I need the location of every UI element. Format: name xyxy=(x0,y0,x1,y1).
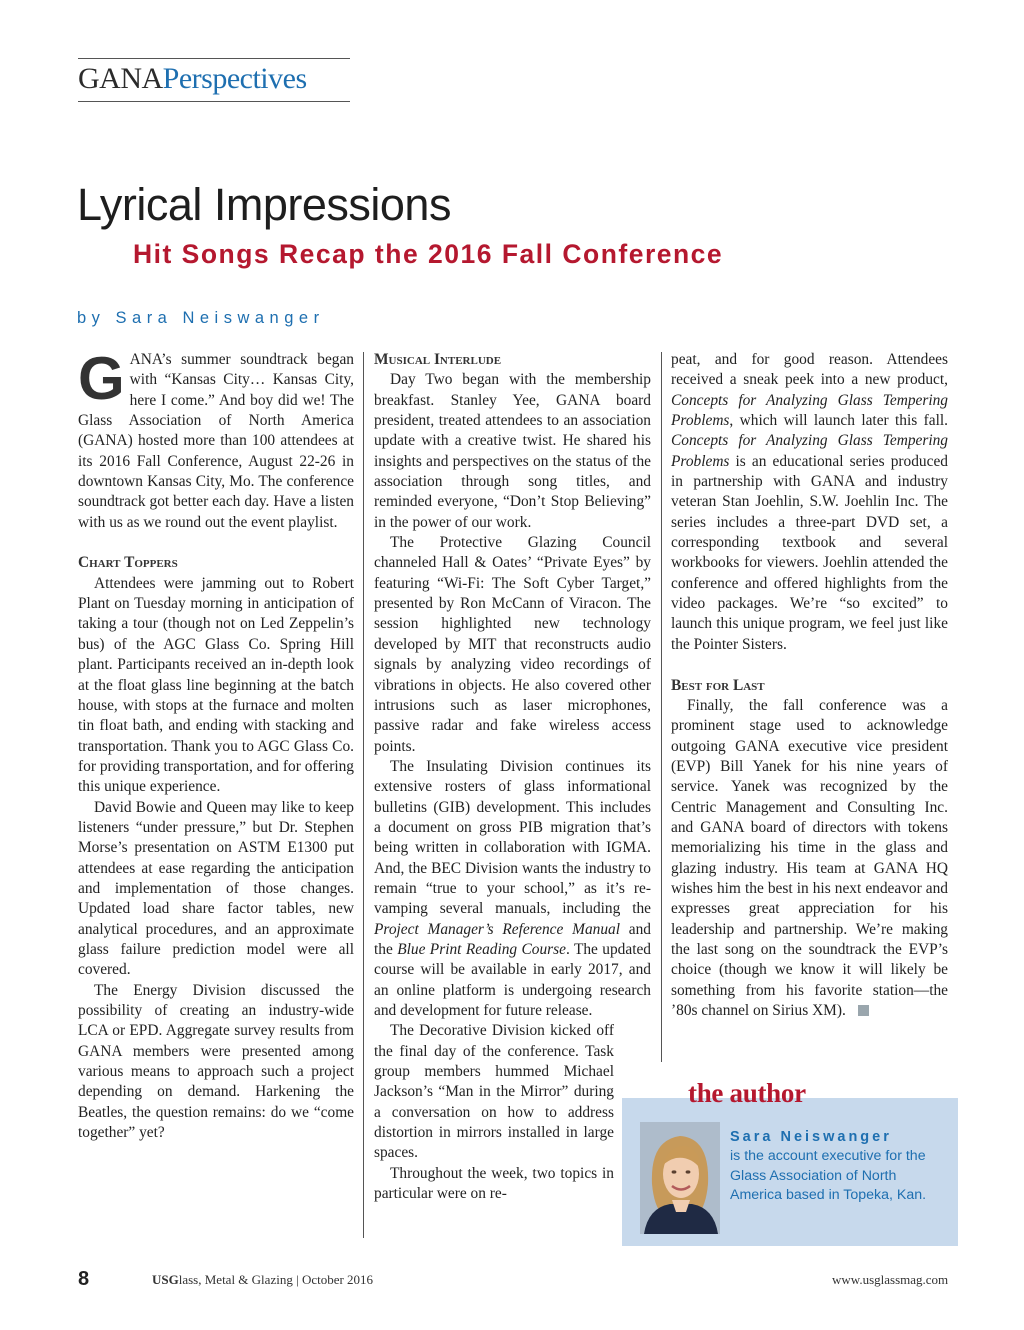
author-name: Sara Neiswanger xyxy=(730,1129,892,1145)
body-paragraph xyxy=(671,350,948,655)
italic-title: Project Manager’s Reference Manual xyxy=(374,920,620,938)
publication-info xyxy=(152,1272,373,1288)
article-column-3 xyxy=(671,350,948,1021)
footer-url: www.usglassmag.com xyxy=(832,1272,949,1287)
masthead-gana: GANA xyxy=(78,62,163,95)
section-heading-chart-toppers: Chart Toppers xyxy=(78,554,178,572)
italic-title: Blue Print Reading Course xyxy=(397,940,566,958)
body-paragraph: The Decorative Division kicked off the final day of the conference. Task group members hummed Michael Jackson’s “Man in the Mirror” during a conversation on how to address distortion in mirrors installed in large spaces. xyxy=(374,1022,614,1162)
page-number: 8 xyxy=(78,1268,90,1290)
body-paragraph: The Protective Glazing Council channeled Hall & Oates’ “Private Eyes” by featuring “Wi-Fi: The Soft Cyber Target,” presented by Ron McCann of Viracon. The session highlighted new technology developed by MIT that reconstructs audio signals by analyzing video recordings of vibrations in objects. He also covered other intrusions such as laser microphones, passive radar and fake wireless access points. xyxy=(374,534,651,755)
text-run: . The updated course will be available in early 2017, and an online platform is undergoing research and development for future release. xyxy=(374,940,651,1019)
section-spacer xyxy=(671,655,948,675)
body-paragraph xyxy=(374,757,651,1021)
publication-name-bold: USG xyxy=(152,1272,179,1287)
article-subtitle: Hit Songs Recap the 2016 Fall Conference xyxy=(133,239,724,269)
italic-title: Concepts for Analyzing Glass Tempering Problems xyxy=(671,391,948,430)
column-divider xyxy=(661,352,662,1062)
drop-cap: G xyxy=(78,345,125,412)
article-column-1 xyxy=(78,345,354,1143)
italic-title: Concepts for Analyzing Glass Tempering Problems xyxy=(671,432,948,470)
body-paragraph: David Bowie and Queen may like to keep listeners “under pressure,” but Dr. Stephen Morse’s presentation on ASTM E1300 put attendees at ease regarding the anticipation and implementation of those changes. Updated load share factor tables, new analytical procedures, and an approximate glass failure prediction model were all covered. xyxy=(78,798,354,979)
intro-paragraph xyxy=(78,345,354,533)
section-heading-musical-interlude: Musical Interlude xyxy=(374,351,502,368)
section-heading-best-for-last: Best for Last xyxy=(671,676,765,694)
text-run: The Insulating Division continues its extensive rosters of glass informational bulletins (GIB) development. This includes a document on gross PIB migration that’s being written in collaboration with IGMA. And, the BEC Division wants the industry to remain “true to your school,” as it’s re-vamping several manuals, including the xyxy=(374,757,651,918)
text-run: and the xyxy=(374,920,651,958)
article-column-2 xyxy=(374,350,651,1204)
author-photo xyxy=(640,1122,720,1234)
body-paragraph: Throughout the week, two topics in particular were on re- xyxy=(374,1164,614,1203)
text-run: , which will launch later this fall. xyxy=(729,412,948,430)
masthead-perspectives: Perspectives xyxy=(162,62,307,95)
text-run: Finally, the fall conference was a prominent stage used to acknowledge outgoing GANA executive vice president (EVP) Bill Yanek for his nine years of service. Yanek was recognized by the Centric Management and Consulting Inc. and GANA board of directors with tokens memorializing his time in the glass and glazing industry. His team at GANA HQ wishes him the best in his next endeavor and expresses great appreciation for his leadership and partnership. We’re making the last song on the soundtrack the EVP’s choice (though we know it will likely be something from his favorite station—the ’80s channel on Sirius XM). xyxy=(671,696,948,1019)
body-paragraph xyxy=(671,696,948,1022)
article-title: Lyrical Impressions xyxy=(77,179,451,230)
footer-separator: | xyxy=(296,1272,299,1287)
body-paragraph: Attendees were jamming out to Robert Plant on Tuesday morning in anticipation of taking a tour (though not on Led Zeppelin’s bus) of the AGC Glass Co. Spring Hill plant. Participants received an in-depth look at the float glass line beginning at the batch house, with stops at the furnace and molten tin float bath, and ending with stacking and transportation. Thank you to AGC Glass Co. for providing transportation, and for offering this unique experience. xyxy=(78,574,354,796)
column-divider xyxy=(363,352,364,1238)
body-paragraph: Day Two began with the membership breakfast. Stanley Yee, GANA board president, treated attendees to an association update with a creative twist. He shared his insights and perspectives on the status of the association through song titles, and reminded everyone, “Don’t Stop Believing” in the power of our work. xyxy=(374,371,651,531)
author-bio xyxy=(730,1128,945,1205)
article-byline: by Sara Neiswanger xyxy=(77,309,325,327)
text-run: peat, and for good reason. Attendees received a sneak peek into a new product, xyxy=(671,351,948,389)
section-spacer xyxy=(78,533,354,553)
masthead-logo xyxy=(78,58,350,102)
author-bio-text: is the account executive for the Glass Association of North America based in Topeka, Kan. xyxy=(730,1148,927,1203)
issue-date: October 2016 xyxy=(301,1272,374,1287)
author-heading: the author xyxy=(688,1078,806,1108)
author-portrait-icon xyxy=(640,1122,720,1234)
end-mark-icon xyxy=(858,1005,869,1016)
text-run: is an educational series produced in partnership with GANA and industry veteran Stan Joehlin, S.W. Joehlin Inc. The series includes a three-part DVD set, a corresponding textbook and several workbooks for viewers. Joehlin attended the conference and offered highlights from the video packages. We’re “so excited” to launch this unique program, we feel just like the Pointer Sisters. xyxy=(671,452,948,653)
body-paragraph: The Energy Division discussed the possibility of creating an industry-wide LCA or EPD. Aggregate survey results from GANA members were presented among various means to approach such a project depending on demand. Harkening the Beatles, the question remains: do we “come together” yet? xyxy=(78,981,354,1142)
intro-text: ANA’s summer soundtrack began with “Kansas City… Kansas City, here I come.” And boy did we! The Glass Association of North America (GANA) hosted more than 100 attendees at its 2016 Fall Conference, August 22-26 in downtown Kansas City, Mo. The conference soundtrack got better each day. Have a listen with us as we round out the event playlist. xyxy=(78,351,354,531)
publication-name-rest: lass, Metal & Glazing xyxy=(178,1272,293,1287)
